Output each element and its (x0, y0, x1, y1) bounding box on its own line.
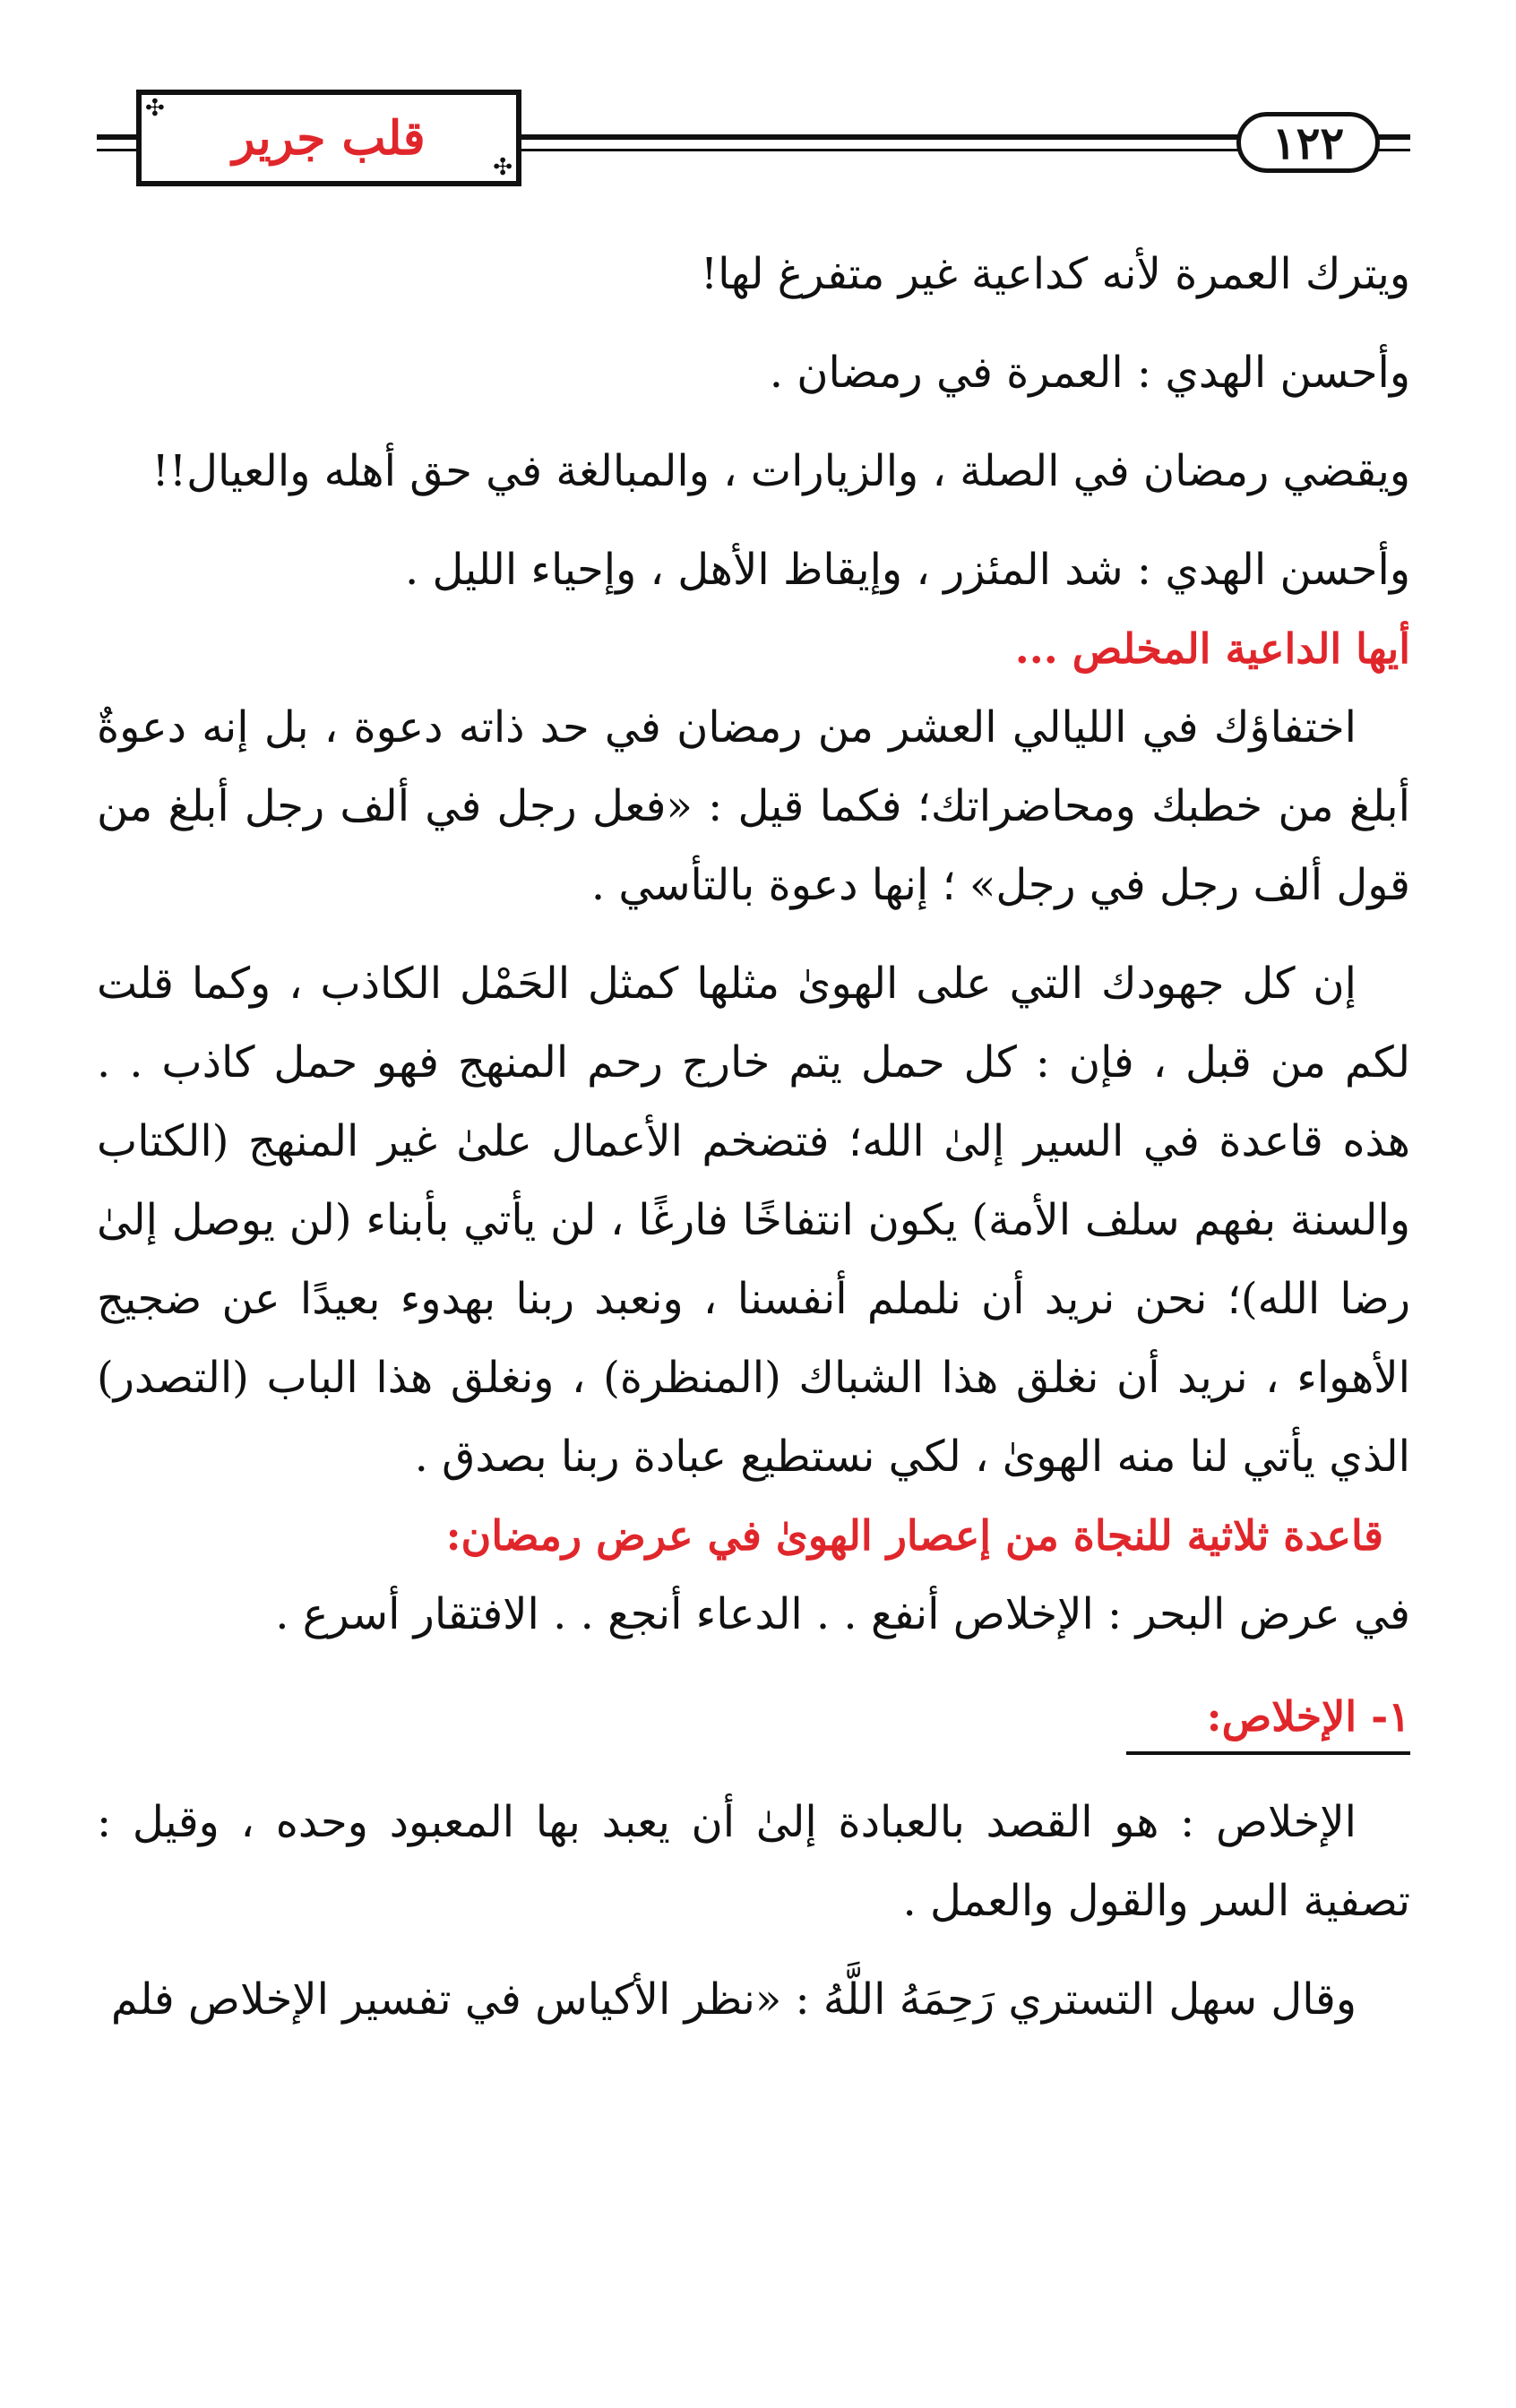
running-title-box (136, 90, 521, 186)
paragraph: اختفاؤك في الليالي العشر من رمضان في حد ذاته دعوة ، بل إنه دعوةٌ أبلغ من خطبك ومحاضراتك؛ فكما قيل : «فعل رجل في ألف رجل أبلغ من قول ألف رجل في رجل» ؛ إنها دعوة بالتأسي . (97, 702, 1410, 910)
paragraph: الإخلاص : هو القصد بالعبادة إلىٰ أن يعبد بها المعبود وحده ، وقيل : تصفية السر والقول والعمل . (97, 1797, 1410, 1926)
text-line: ويترك العمرة لأنه كداعية غير متفرغ لها! (700, 249, 1410, 299)
text-line: ويقضي رمضان في الصلة ، والزيارات ، والمبالغة في حق أهله والعيال!! (151, 446, 1410, 496)
subheading-wrapper (97, 1677, 1410, 1756)
paragraph: وقال سهل التستري رَحِمَهُ اللَّهُ : «نظر الأكياس في تفسير الإخلاص فلم (110, 1974, 1357, 2025)
running-title: قلب جرير (232, 110, 426, 166)
page-body (97, 235, 1410, 2039)
ornament-icon: ✣ (493, 154, 513, 181)
paragraph: إن كل جهودك التي على الهوىٰ مثلها كمثل الحَمْل الكاذب ، وكما قلت لكم من قبل ، فإن : كل حمل يتم خارج رحم المنهج فهو حمل كاذب . . هذه قاعدة في السير إلىٰ الله؛ فتضخم الأعمال علىٰ غير المنهج (الكتاب والسنة بفهم سلف الأمة) يكون انتفاخًا فارغًا ، لن يأتي بأبناء (لن يوصل إلىٰ رضا الله)؛ نحن نريد أن نلملم أنفسنا ، ونعبد ربنا بهدوء بعيدًا عن ضجيج الأهواء ، نريد أن نغلق هذا الشباك (المنظرة) ، ونغلق هذا الباب (التصدر) الذي يأتي لنا منه الهوىٰ ، لكي نستطيع عبادة ربنا بصدق . (97, 959, 1410, 1482)
text-line: وأحسن الهدي : العمرة في رمضان . (769, 348, 1410, 398)
paragraph: في عرض البحر : الإخلاص أنفع . . الدعاء أنجع . . الافتقار أسرع . (275, 1589, 1410, 1639)
section-heading: أيها الداعية المخلص ... (1014, 624, 1410, 673)
page-header (0, 0, 1516, 224)
text-line: وأحسن الهدي : شد المئزر ، وإيقاظ الأهل ، وإحياء الليل . (404, 545, 1410, 595)
section-heading: قاعدة ثلاثية للنجاة من إعصار الهوىٰ في عرض رمضان: (445, 1511, 1383, 1560)
ornament-icon: ✣ (145, 95, 165, 122)
page-number: ١٢٢ (1236, 112, 1380, 173)
subheading: ١- الإخلاص: (1126, 1685, 1410, 1755)
